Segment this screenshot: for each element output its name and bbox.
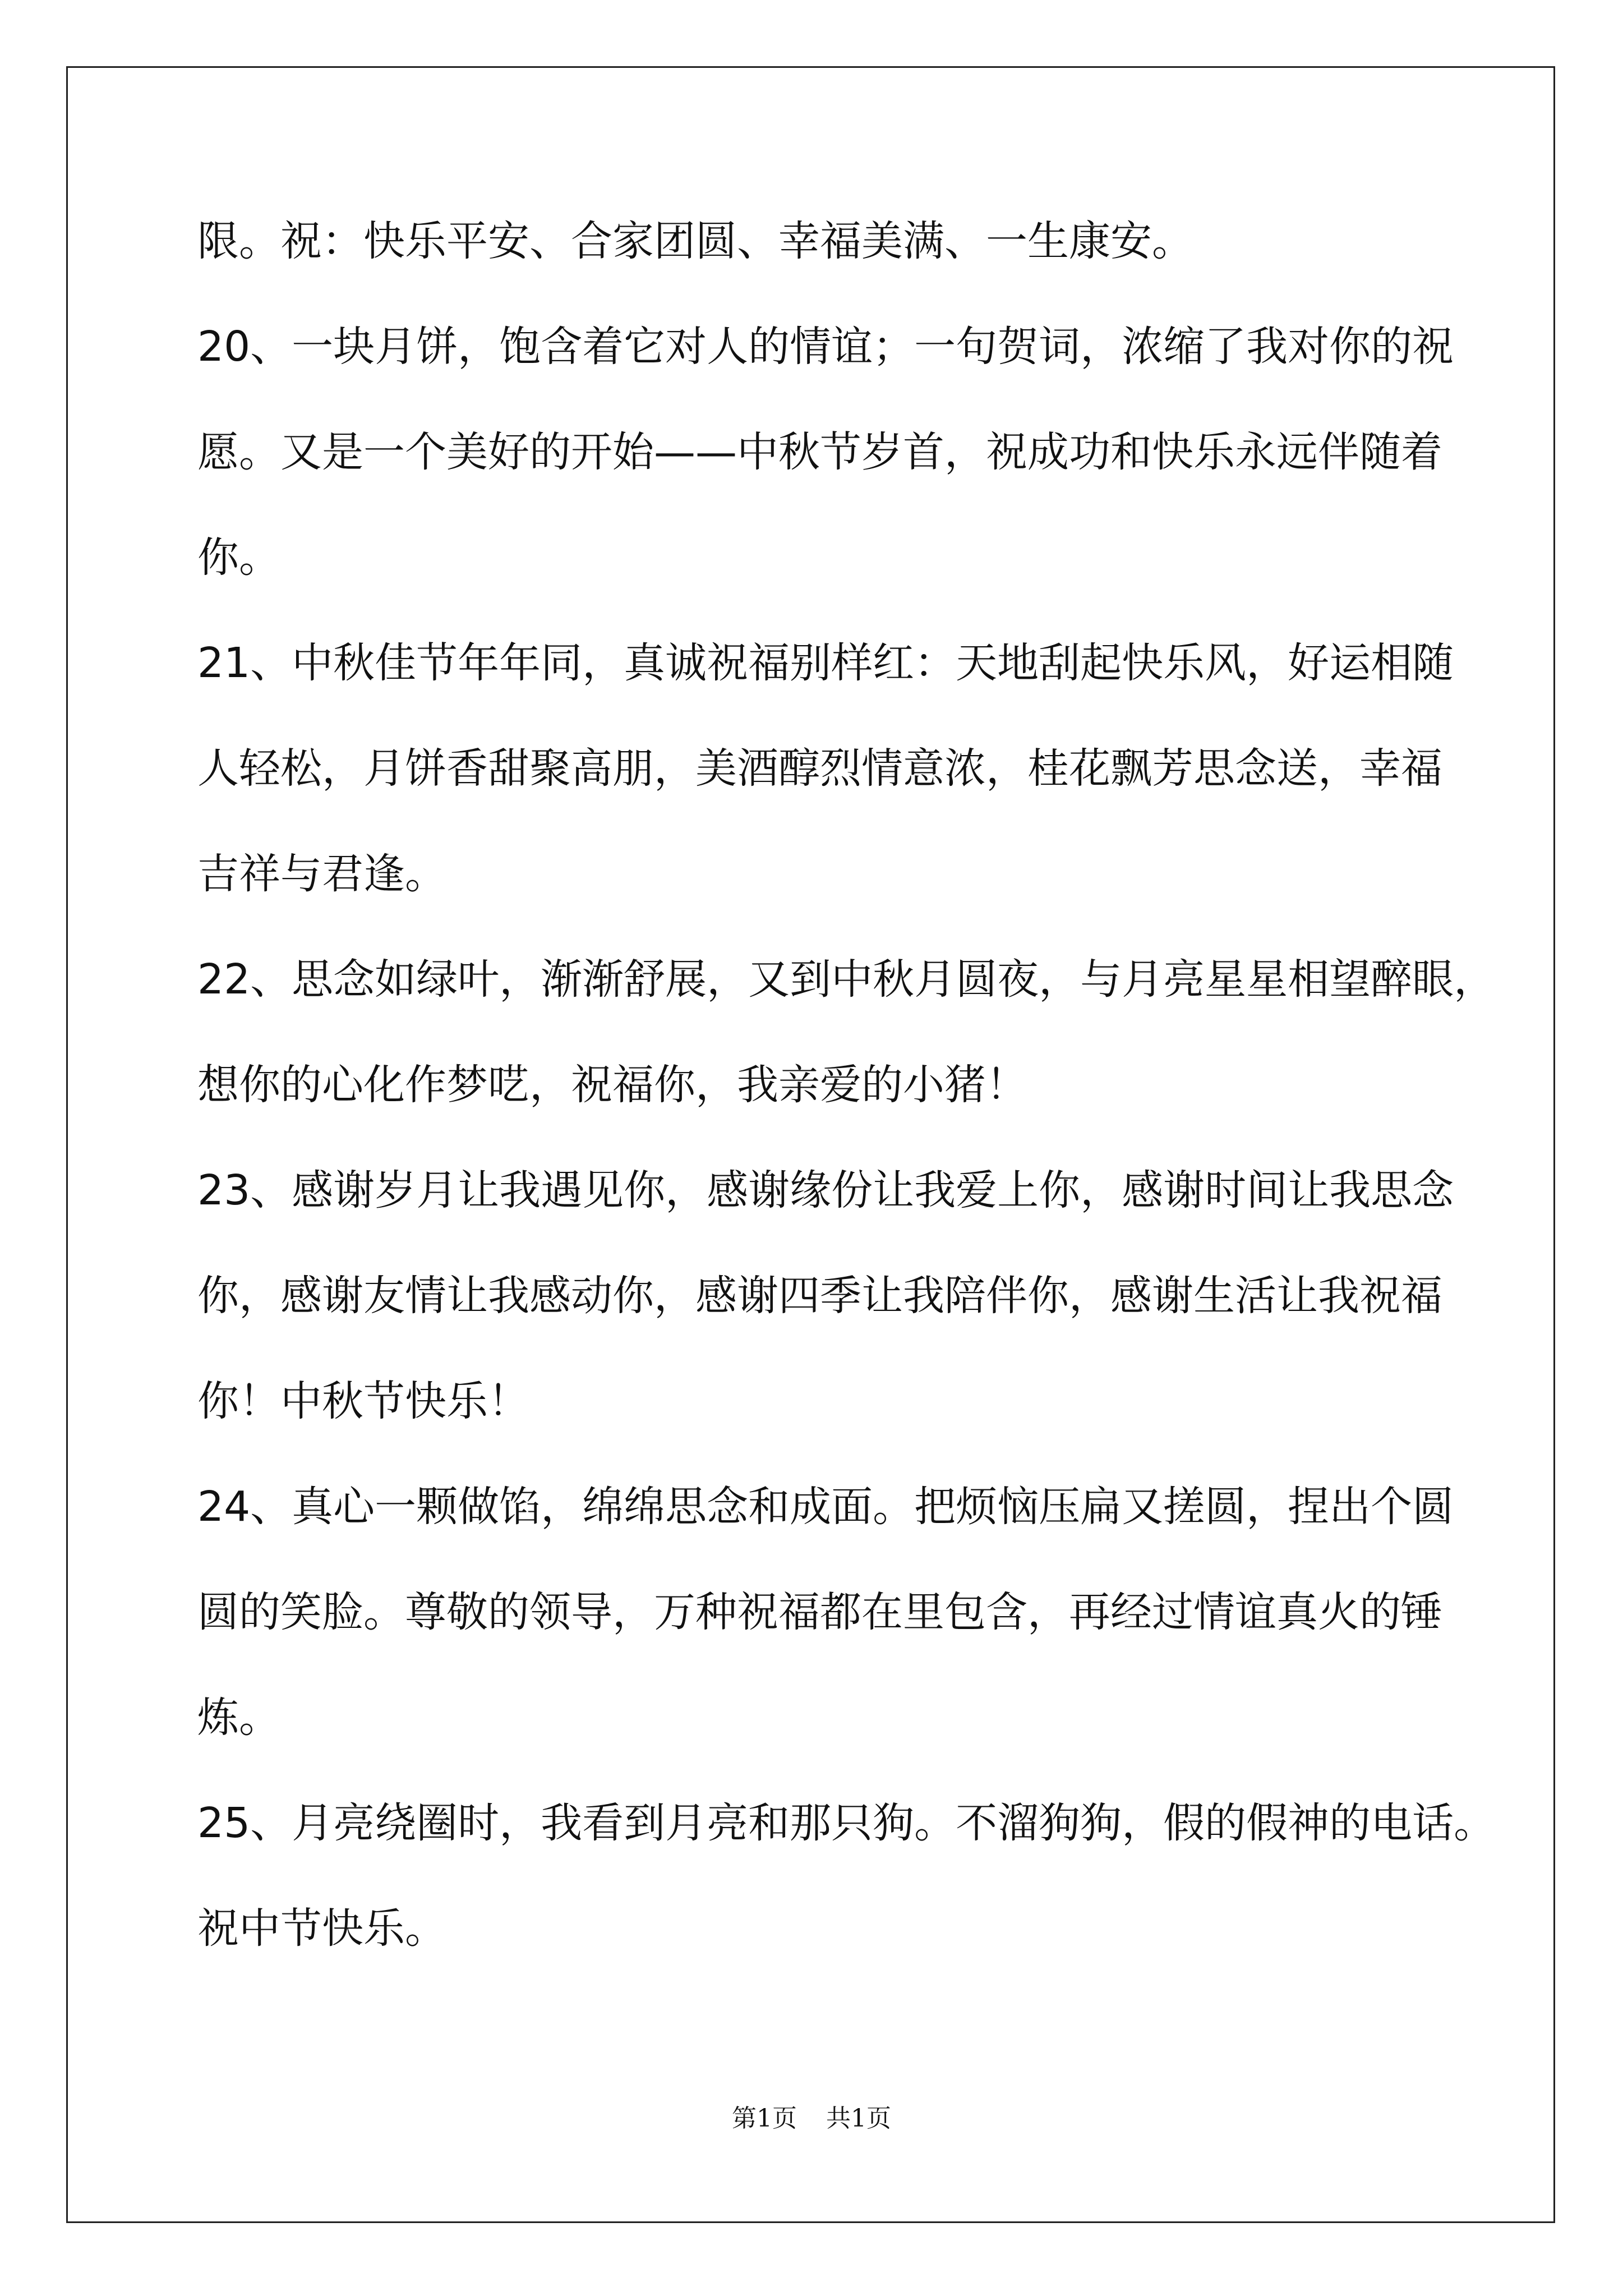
text-line: 20、一块月饼，饱含着它对人的情谊；一句贺词，浓缩了我对你的祝 — [197, 323, 1454, 371]
text-line: 愿。又是一个美好的开始——中秋节岁首，祝成功和快乐永远伴随着 — [197, 428, 1442, 476]
text-line: 吉祥与君逢。 — [197, 850, 446, 898]
text-line: 24、真心一颗做馅，绵绵思念和成面。把烦恼压扁又搓圆，捏出个圆 — [197, 1483, 1454, 1531]
text-line: 祝中节快乐。 — [197, 1904, 446, 1953]
document-body — [197, 213, 1496, 2006]
page-number: 第1页 — [732, 2104, 797, 2133]
page-footer — [0, 2098, 1623, 2134]
text-line: 23、感谢岁月让我遇见你，感谢缘份让我爱上你，感谢时间让我思念 — [197, 1166, 1454, 1214]
text-line: 炼。 — [197, 1694, 280, 1742]
text-line: 限。祝：快乐平安、合家团圆、幸福美满、一生康安。 — [197, 217, 1193, 265]
text-line: 想你的心化作梦呓，祝福你，我亲爱的小猪！ — [197, 1061, 1027, 1109]
text-line: 25、月亮绕圈时，我看到月亮和那只狗。不溜狗狗，假的假神的电话。 — [197, 1799, 1496, 1847]
text-line: 你。 — [197, 533, 280, 582]
text-line: 圆的笑脸。尊敬的领导，万种祝福都在里包含，再经过情谊真火的锤 — [197, 1588, 1442, 1636]
text-line: 人轻松，月饼香甜聚高朋，美酒醇烈情意浓，桂花飘芳思念送，幸福 — [197, 744, 1442, 793]
text-line: 你，感谢友情让我感动你，感谢四季让我陪伴你，感谢生活让我祝福 — [197, 1272, 1442, 1320]
text-line: 21、中秋佳节年年同，真诚祝福别样红：天地刮起快乐风，好运相随 — [197, 639, 1454, 687]
text-line: 你！中秋节快乐！ — [197, 1377, 529, 1425]
text-line: 22、思念如绿叶，渐渐舒展，又到中秋月圆夜，与月亮星星相望醉眼， — [197, 955, 1496, 1004]
page-total: 共1页 — [826, 2104, 891, 2133]
